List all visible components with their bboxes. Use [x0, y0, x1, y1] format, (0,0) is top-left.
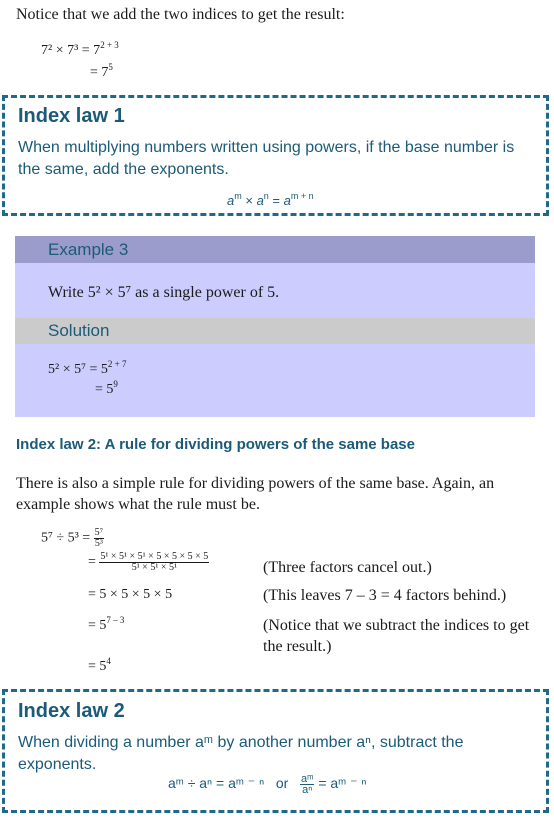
example-3-question-panel — [15, 263, 535, 318]
division-line-1-lhs: 5⁷ ÷ 5³ = — [41, 530, 91, 546]
index-law-2-fraction — [300, 774, 314, 795]
index-law-2-box — [2, 689, 549, 813]
division-line-2-numerator: 5¹ × 5¹ × 5¹ × 5 × 5 × 5 × 5 — [100, 551, 209, 562]
index-law-2-fraction-denominator: aⁿ — [302, 784, 313, 796]
section-paragraph: There is also a simple rule for dividing powers of the same base. Again, an example shows what the rule must be. — [16, 475, 495, 513]
index-law-2-formula-b: = aᵐ ⁻ ⁿ — [318, 775, 367, 792]
index-law-2-formula-a: aᵐ ÷ aⁿ = aᵐ ⁻ ⁿ — [168, 775, 265, 792]
division-line-5-text: = 5 — [88, 659, 107, 674]
division-line-1 — [41, 528, 104, 549]
solution-line-2-text: = 5 — [95, 382, 114, 397]
division-line-1-denominator: 5³ — [94, 538, 103, 549]
section-title: Index law 2: A rule for dividing powers of the same base — [16, 436, 415, 453]
division-line-1-numerator: 5⁷ — [94, 527, 104, 538]
division-line-2-denominator: 5¹ × 5¹ × 5¹ — [131, 562, 177, 573]
solution-line-1-text: 5² × 5⁷ = 5 — [48, 362, 108, 377]
index-law-1-text: When multiplying numbers written using powers, if the base number is the same, add the exponents. — [18, 139, 515, 178]
example-3-question: Write 5² × 5⁷ as a single power of 5. — [48, 284, 280, 301]
solution-title: Solution — [48, 321, 110, 340]
index-law-2-text: When dividing a number aᵐ by another number aⁿ, subtract the exponents. — [18, 734, 464, 773]
division-line-4-comment: (Notice that we subtract the indices to get the result.) — [263, 617, 530, 655]
example-3-header — [15, 236, 535, 263]
index-law-1-box — [2, 95, 549, 216]
index-law-2-or: or — [275, 775, 289, 792]
example-3-title: Example 3 — [48, 240, 129, 259]
example-line-1-exp: 2 + 3 — [100, 40, 119, 50]
division-line-2: = $\frac{\text{5¹ × 5¹ × 5¹ × 5 × 5 × 5 × 5}}{\text{5¹ × 5¹ × 5¹}}$ — [88, 551, 209, 573]
example-line-2-text: = 7 — [90, 65, 109, 80]
index-law-2-fraction-numerator: aᵐ — [301, 773, 314, 785]
division-line-4-text: = 5 — [88, 618, 107, 633]
division-line-3: = 5 × 5 × 5 × 5 — [88, 587, 173, 602]
solution-panel — [15, 344, 535, 417]
division-line-5-exp: 4 — [106, 656, 111, 666]
example-line-1-lhs: 7² × 7³ = 7 — [41, 43, 101, 58]
example-line-2-exp: 5 — [108, 62, 113, 72]
solution-line-1 — [48, 359, 126, 378]
index-law-2-title: Index law 2 — [18, 700, 125, 722]
solution-line-2-exp: 9 — [113, 379, 118, 389]
division-line-1-fraction — [94, 528, 105, 549]
solution-line-1-exp: 2 + 7 — [107, 359, 127, 369]
index-law-1-title: Index law 1 — [18, 105, 125, 127]
example-line-2 — [90, 62, 113, 81]
solution-header — [15, 318, 535, 344]
division-line-4-exp: 7 – 3 — [106, 615, 125, 625]
index-law-1-formula: $a^m \times a^n = a^{m + n}$ — [227, 191, 314, 208]
division-line-4 — [88, 615, 124, 634]
index-law-2-formula — [168, 774, 366, 795]
intro-text: Notice that we add the two indices to get the result: — [16, 6, 345, 23]
division-line-2-comment: (Three factors cancel out.) — [263, 559, 432, 576]
division-line-2-fraction — [99, 552, 209, 573]
solution-line-2 — [95, 379, 118, 398]
division-line-5 — [88, 656, 111, 675]
division-line-3-comment: (This leaves 7 – 3 = 4 factors behind.) — [263, 587, 507, 604]
example-line-1 — [41, 40, 119, 59]
